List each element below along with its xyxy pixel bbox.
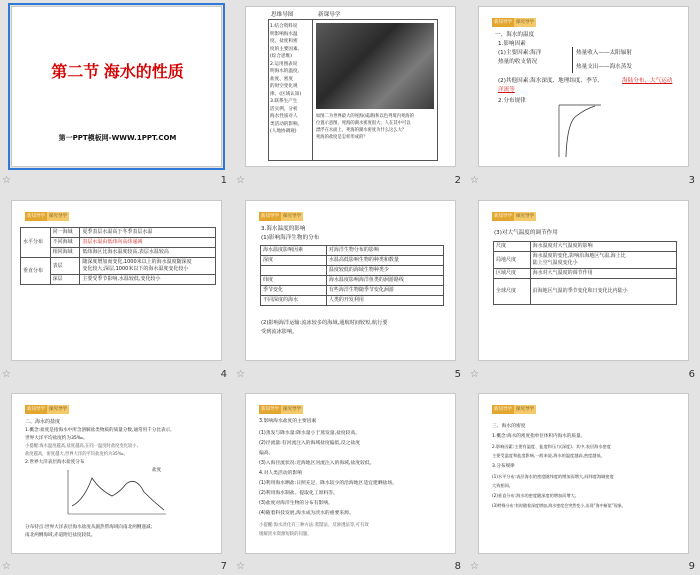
table-cell: 海水温度影响海洋鱼类的洄游路线	[326, 276, 443, 286]
line: (1)蒸发与降水量:降水量小于蒸发量,盐度较高。	[259, 431, 361, 436]
slide-footer-3	[468, 172, 699, 192]
tab-inquiry: 探究导学	[516, 214, 534, 219]
tab-inquiry: 探究导学	[49, 214, 67, 219]
table-cell: 季节变化	[261, 286, 327, 296]
slide-number: 3	[688, 175, 695, 186]
star-icon[interactable]: ☆	[470, 175, 479, 186]
table-cell: 相同海域	[50, 248, 80, 258]
slide-number: 6	[688, 369, 695, 380]
line: (3)盐度对海洋生物的分布有影响。	[259, 501, 333, 506]
line: (2)其他因素:海水深度、地理纬度、季节、	[498, 78, 603, 84]
tab-inquiry: 探究导学	[283, 214, 301, 219]
table-header-left: 思维导图	[271, 12, 294, 18]
table-cell: 沿海地区气温的季节变化和日变化比内陆小	[530, 279, 676, 305]
star-icon[interactable]: ☆	[470, 369, 479, 380]
table-cell: 夏季表层水温高于冬季表层水温	[80, 228, 216, 238]
line: (1)利用海水晒盐:日照充足、降水较少的沿海地区适宜建晒盐场。	[259, 481, 397, 486]
slide-footer-9	[468, 558, 699, 575]
slide-title: 第二节 海水的性质	[51, 64, 184, 81]
line: (2)径流量:有河流注入的海域盐度偏低,反之盐度	[259, 441, 361, 446]
line: 2.影响因素:主要有温度、盐度和压力(深度)。其中,表层海水密度	[492, 444, 611, 449]
slide-footer-7	[0, 558, 231, 575]
line: 2.分布规律	[498, 98, 526, 104]
heading: 三、海水的密度	[492, 424, 526, 429]
slide-number: 4	[220, 369, 227, 380]
section-tabs	[25, 212, 69, 221]
slide-thumbnail-1[interactable]	[11, 6, 222, 167]
section-tabs	[259, 212, 303, 221]
line: 1.概念:盐度是指海水中所含溶解盐类物质的质量分数,通常用千分比表示,	[25, 428, 172, 433]
table-cell: 不同深度的海水	[261, 296, 327, 306]
tab-inquiry: 探究导学	[283, 407, 301, 412]
slide-thumbnail-2[interactable]	[245, 6, 456, 167]
heat-income: 热量收入——太阳辐射	[576, 50, 632, 56]
slide-thumbnail-3[interactable]	[478, 6, 689, 167]
line: 主要受温度和盐度影响,一般来说,海水的温度越高,密度越低。	[492, 453, 605, 458]
table-cell: 有些海洋生物随季节变化洄游	[326, 286, 443, 296]
tab-new-knowledge: 新知导学	[27, 407, 45, 412]
table-cell: 海水温度对大气温度的影响	[530, 242, 676, 252]
line: (4)随着科技发展,海水成为淡水的重要来源。	[259, 511, 354, 516]
line: (2)利用海水制盐、提取化工原料等。	[259, 491, 338, 496]
slide-thumbnail-7[interactable]	[11, 393, 222, 554]
heading: (3)对大气温度的调节作用	[494, 230, 558, 236]
slide-footer-1	[0, 172, 231, 192]
table-row	[261, 246, 444, 256]
slide-number: 2	[454, 175, 461, 186]
table-row	[21, 248, 216, 258]
table-cell: 同一海域	[50, 228, 80, 238]
line: 1.概念:海水的密度指单位体积内海水的质量。	[492, 434, 586, 439]
section-tabs	[25, 405, 69, 414]
line: 大致相同。	[492, 483, 513, 488]
slide-subtitle: 第一PPT模板网-WWW.1PPT.COM	[58, 134, 177, 142]
table-cell: 纬度	[261, 276, 327, 286]
table-row	[261, 256, 444, 266]
line: (3)特殊分布:有时随着深度增加,海水密度会突然变小,出现“海中断崖”现象。	[492, 503, 626, 508]
slide-number: 5	[454, 369, 461, 380]
table-cell: 垂直分布	[21, 258, 51, 285]
slide-number: 7	[220, 561, 227, 572]
slide-thumbnail-9[interactable]	[478, 393, 689, 554]
table-cell: 表层	[50, 258, 80, 275]
line: (1)主要因素:海洋 热量的收支情况	[498, 50, 542, 65]
table-cell: 随深度增加而变化,1000米以上的海水温度随深度 变化较大;深层,1000米以下的海水温度变化较小	[80, 258, 216, 275]
tab-new-knowledge: 新知导学	[494, 20, 512, 25]
star-icon[interactable]: ☆	[236, 561, 245, 572]
table-cell: 区域尺度	[494, 269, 531, 279]
heat-expense: 热量支出——海水蒸发	[576, 64, 632, 70]
intro-caption: 如图二为世界最大的死海(咸湖)和以色列境内死海的 位置示意图，死海的湖水密度很大，人在其中可以 漂浮在水面上，死海的湖水密度为什么这么大？ 死海的盐度是怎样形成的？	[316, 114, 414, 140]
table-cell: 水平分布	[21, 228, 51, 258]
table-row	[261, 286, 444, 296]
tab-inquiry: 探究导学	[49, 407, 67, 412]
slide-footer-8	[234, 558, 465, 575]
table-cell: 海水对大气温度的调节作用	[530, 269, 676, 279]
line: (3)入海径流状况:近海地区河流注入的海域,盐度较低。	[259, 461, 375, 466]
tab-new-knowledge: 新知导学	[27, 214, 45, 219]
line: 3.分布规律	[492, 464, 515, 469]
paragraph: 分布特点:世界大洋表层海水盐度从副热带海域向南北两侧递减； 南北两侧海域,赤道附近盐度较低。	[25, 525, 156, 538]
heading: 3.海水温度的影响	[261, 226, 306, 232]
line: 小提醒:海水温度越高,盐度越高,在同一温度时盐度变化较小,	[25, 444, 138, 449]
table-row	[494, 279, 677, 305]
table-cell: 主要受季节影响,水温较低,变化较小	[80, 275, 216, 285]
table-row	[21, 228, 216, 238]
slide-thumbnail-5[interactable]	[245, 200, 456, 361]
table-cell: 对海洋生物分布的影响	[326, 246, 443, 256]
star-icon[interactable]: ☆	[2, 561, 11, 572]
line: 小提醒:海水淡化有三种方法:蒸馏法、反渗透法等,可有效	[259, 523, 369, 528]
slide-footer-5	[234, 366, 465, 386]
line: 缓解淡水资源短缺的问题。	[259, 532, 312, 537]
highlight: 洋流等	[498, 87, 515, 93]
slide-thumbnail-6[interactable]	[478, 200, 689, 361]
slide-number: 8	[454, 561, 461, 572]
star-icon[interactable]: ☆	[236, 175, 245, 186]
line: 世界大洋平均盐度约为35‰。	[25, 436, 88, 441]
star-icon[interactable]: ☆	[236, 369, 245, 380]
tab-inquiry: 探究导学	[516, 407, 534, 412]
slide-thumbnail-4[interactable]	[11, 200, 222, 361]
table-cell: 表层水温由低纬向高纬递减	[80, 238, 216, 248]
table-cell: 水温高低影响生物的种类和数量	[326, 256, 443, 266]
table-row	[261, 266, 444, 276]
slide-number: 9	[688, 561, 695, 572]
star-icon[interactable]: ☆	[2, 175, 11, 186]
section-tabs	[492, 212, 536, 221]
table-divider	[312, 19, 313, 161]
table-row	[494, 269, 677, 279]
chart-label: 盐度	[152, 468, 162, 473]
table-cell: 温度较低的海域生物种类少	[326, 266, 443, 276]
tab-new-knowledge: 新知导学	[494, 214, 512, 219]
table-cell: 深度	[261, 256, 327, 266]
table-cell: 深层	[50, 275, 80, 285]
paragraph: (2)影响海洋运输:流冰较多的海域,通航时间较短,航行要 受到流冰影响。	[261, 320, 388, 335]
slide-thumbnail-8[interactable]	[245, 393, 456, 554]
highlight: 海陆分布、大气运动	[622, 78, 673, 84]
table-row	[21, 275, 216, 285]
table-cell: 海水温度的变化,影响沿海地区气温,海上比 陆上空气温度变化小	[530, 252, 676, 269]
temperature-depth-curve	[555, 103, 605, 159]
tab-new-knowledge: 新知导学	[261, 214, 279, 219]
tab-new-knowledge: 新知导学	[261, 407, 279, 412]
table-cell: 尺度	[494, 242, 531, 252]
table-cell: 全球尺度	[494, 279, 531, 305]
line: 3.影响海水盐度的主要因素	[259, 419, 317, 424]
table-row	[261, 296, 444, 306]
table-header-right: 新课导学	[318, 12, 341, 18]
table-row	[494, 242, 677, 252]
slide-footer-4	[0, 366, 231, 386]
line: 1.影响因素	[498, 41, 526, 47]
table-row	[21, 258, 216, 275]
table-cell: 人类的开发利用	[326, 296, 443, 306]
section-tabs	[259, 405, 303, 414]
line: 盐度越高，密度越大,世界大洋的平均盐度约为35‰。	[25, 452, 128, 457]
slide-number: 1	[220, 175, 227, 186]
slide-footer-6	[468, 366, 699, 386]
table-cell: 局地尺度	[494, 252, 531, 269]
line: 4.对人类活动的影响	[259, 471, 302, 476]
heading: 二、海水的盐度	[25, 419, 61, 425]
slide-footer-2	[234, 172, 465, 192]
line: (2)垂直分布:海水的密度随深度的增加而增大。	[492, 493, 579, 498]
tab-inquiry: 探究导学	[516, 20, 534, 25]
line: 偏高。	[259, 451, 274, 456]
section-tabs	[492, 18, 536, 27]
table-cell	[261, 266, 327, 276]
dead-sea-map-image	[316, 23, 434, 109]
table-row	[21, 238, 216, 248]
section-tabs	[492, 405, 536, 414]
table-cell: 海水温度影响因素	[261, 246, 327, 256]
table-cell: 低纬海区比海水温度较高,表层水温较高	[80, 248, 216, 258]
table-cell: 不同海域	[50, 238, 80, 248]
marine-life-table	[260, 245, 444, 306]
line: (1)影响海洋生物的分布	[261, 235, 320, 241]
star-icon[interactable]: ☆	[2, 369, 11, 380]
star-icon[interactable]: ☆	[470, 561, 479, 572]
line: 2.世界大洋表层海水盐度分布	[25, 460, 85, 465]
climate-regulation-table	[493, 241, 677, 305]
objectives-text: 1.结合资料说 明影响海水温 度、盐度和密 度的主要因素。 (综合思维) 2.运用图表说 明海水的温度、 盐度、密度 的时空变化规 律。(区域认知) 3.联系生产生 活实例，分析 海水性质对人 类活动的影响。 (人地协调观)	[270, 24, 303, 134]
temperature-distribution-table	[20, 227, 216, 285]
tab-new-knowledge: 新知导学	[494, 407, 512, 412]
table-row	[494, 252, 677, 269]
heading: 一、海水的温度	[495, 32, 535, 38]
table-row	[261, 276, 444, 286]
line: (1)水平分布:表层海水的密度随纬度的增加而增大,同纬度海域密度	[492, 474, 614, 479]
